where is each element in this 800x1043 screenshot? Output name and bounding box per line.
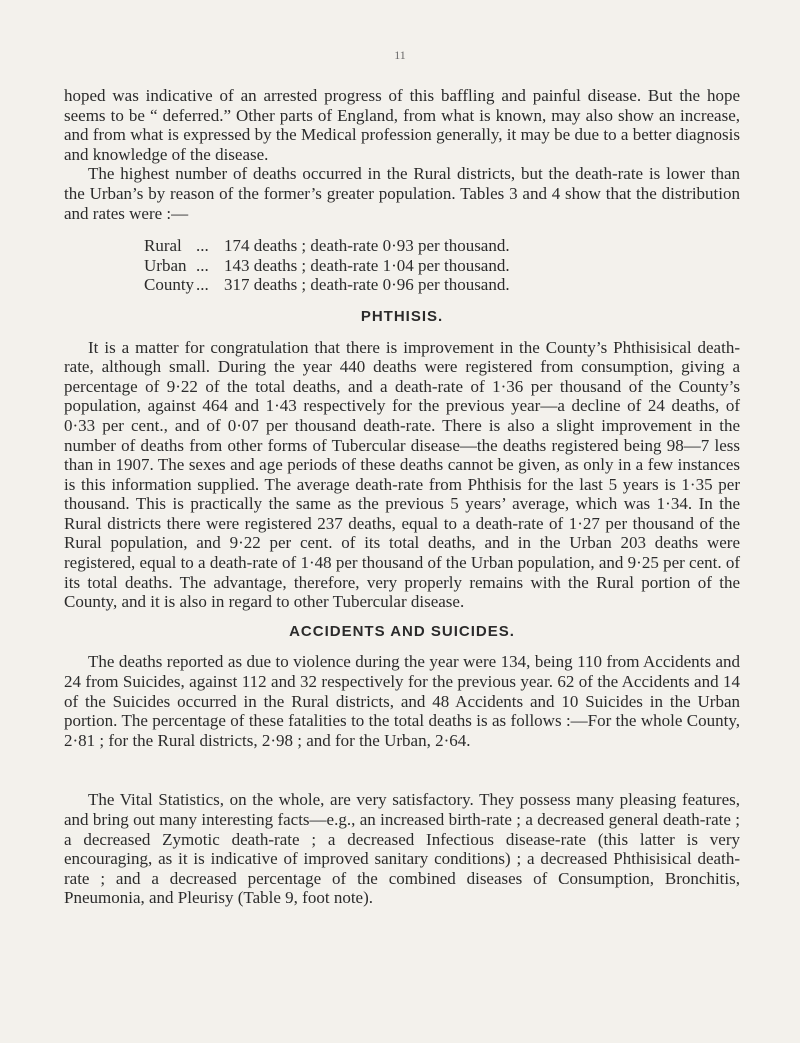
- phthisis-heading: PHTHISIS.: [360, 307, 444, 325]
- leader-dots: ...: [196, 275, 209, 295]
- phthisis-paragraph: It is a matter for congratulation that there is improvement in the County’s Phthisisical death-rate, although small. During the year 440 deaths were registered from consumption, giving a percentage of 9·22 of the total deaths, and a death-rate of 1·36 per thousand of the County’s population, against 464 and 1·43 respectively for the previous year—a decline of 24 deaths, of 0·33 per cent., and of 0·07 per thousand death-rate. There is also a slight improvement in the number of deaths from other forms of Tubercular disease—the deaths registered being 98—7 less than in 1907. The sexes and age periods of these deaths cannot be given, as only in a few instances is this information supplied. The average death-rate from Phthisis for the last 5 years is 1·35 per thousand. This is practically the same as the previous 5 years’ average, which was 1·34. In the Rural districts there were registered 237 deaths, equal to a death-rate of 1·27 per thousand of the Rural population, and 9·22 per cent. of its total deaths, and in the Urban 203 deaths were registered, equal to a death-rate of 1·48 per thousand of the Urban population, and 9·25 per cent. of its total deaths. The advantage, therefore, very properly remains with the Rural portion of the County, and it is also in regard to other Tubercular disease.: [64, 337, 740, 612]
- report-body: [64, 86, 740, 908]
- distribution-table: [144, 236, 740, 295]
- leader-dots: ...: [196, 236, 209, 256]
- distribution-area: County: [144, 275, 195, 295]
- distribution-row-urban: [144, 256, 740, 276]
- section-spacer: [64, 750, 740, 790]
- distribution-figures: 174 deaths ; death-rate 0·93 per thousand.: [224, 236, 510, 256]
- distribution-row-county: [144, 275, 740, 295]
- summary-paragraph: The Vital Statistics, on the whole, are very satisfactory. They possess many pleasing features, and bring out many interesting facts—e.g., an increased birth-rate ; a decreased general death-rate ; a decreased Zymotic death-rate ; a decreased Infectious disease-rate (this latter is very encouraging, as it is indicative of improved sanitary conditions) ; a decreased Phthisisical death-rate ; and a decreased percentage of the combined diseases of Consumption, Bronchitis, Pneumonia, and Pleurisy (Table 9, foot note).: [64, 790, 740, 908]
- accidents-paragraph: The deaths reported as due to violence during the year were 134, being 110 from Accidents and 24 from Suicides, against 112 and 32 respectively for the previous year. 62 of the Accidents and 14 of the Suicides occurred in the Rural districts, and 48 Accidents and 10 Suicides in the Urban portion. The percentage of these fatalities to the total deaths is as follows :—For the whole County, 2·81 ; for the Rural districts, 2·98 ; and for the Urban, 2·64.: [64, 652, 740, 750]
- distribution-row-rural: [144, 236, 740, 256]
- page-number: 11: [394, 48, 406, 62]
- distribution-area: Rural: [144, 236, 182, 256]
- distribution-area: Urban: [144, 255, 187, 275]
- distribution-figures: 143 deaths ; death-rate 1·04 per thousand.: [224, 255, 510, 275]
- intro-paragraph-2: The highest number of deaths occurred in the Rural districts, but the death-rate is lower than the Urban’s by reason of the former’s greater population. Tables 3 and 4 show that the distribution and rates were :—: [64, 164, 740, 223]
- distribution-figures: 317 deaths ; death-rate 0·96 per thousand.: [224, 275, 510, 295]
- accidents-heading: ACCIDENTS AND SUICIDES.: [289, 622, 515, 640]
- intro-paragraph-1: hoped was indicative of an arrested progress of this baffling and painful disease. But the hope seems to be “ deferred.” Other parts of England, from what is known, may also show an increase, and from what is expressed by the Medical profession generally, it may be due to a better diagnosis and knowledge of the disease.: [64, 86, 740, 164]
- leader-dots: ...: [196, 255, 209, 275]
